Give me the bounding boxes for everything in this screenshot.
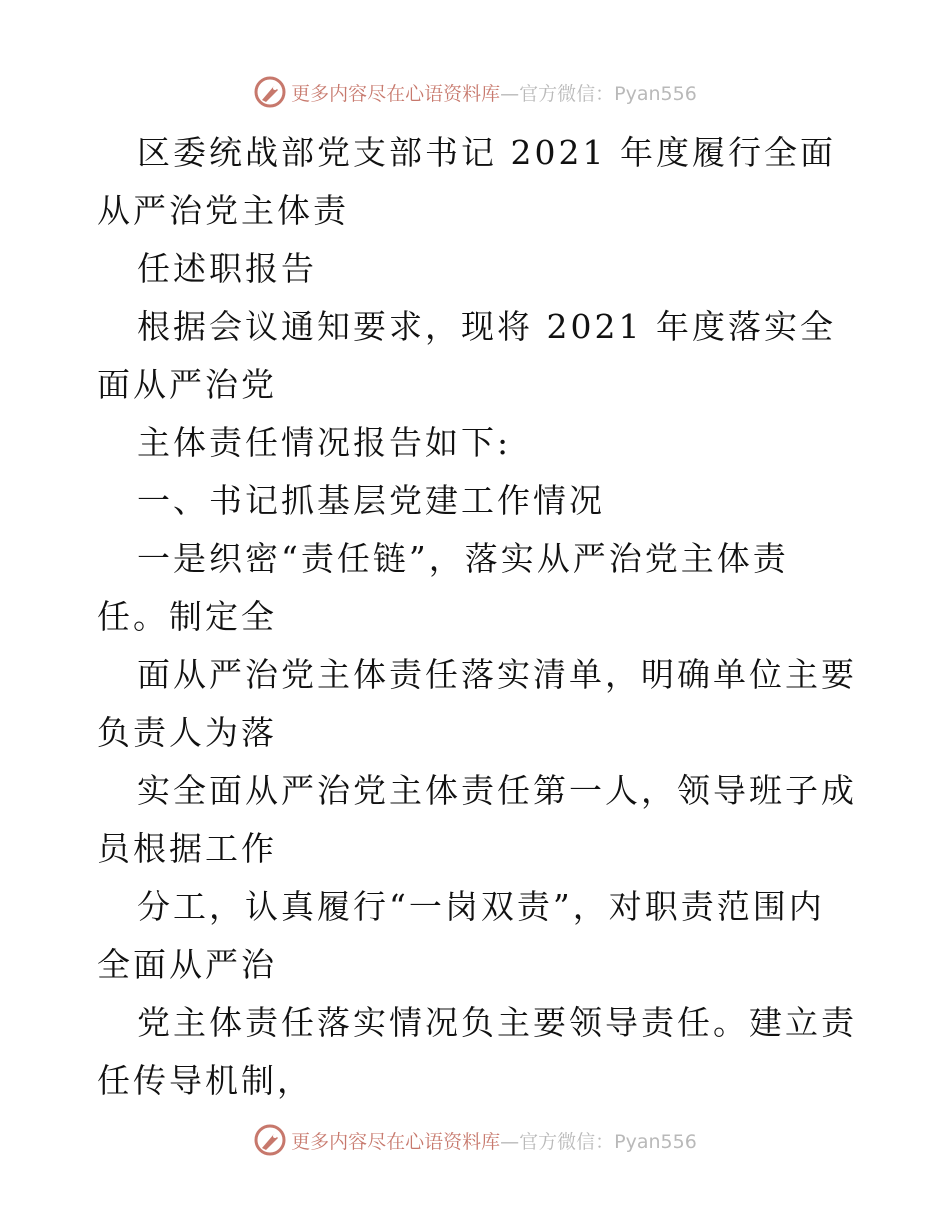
header-watermark	[0, 72, 950, 112]
watermark-official-text: 官方微信：Pyan556	[519, 82, 697, 105]
watermark-official-text: 官方微信：Pyan556	[519, 1130, 697, 1153]
doc-title-line-1: 区委统战部党支部书记 2021 年度履行全面从严治党主体责	[97, 133, 836, 230]
doc-paragraph: 一是织密“责任链”，落实从严治党主体责任。制定全	[97, 539, 789, 636]
watermark-separator: —	[500, 1130, 520, 1153]
doc-paragraph: 实全面从严治党主体责任第一人，领导班子成员根据工作	[97, 771, 857, 868]
watermark-brand-text: 更多内容尽在心语资料库	[291, 82, 501, 105]
doc-paragraph: 分工，认真履行“一岗双责”，对职责范围内全面从严治	[97, 887, 825, 984]
document-body	[97, 124, 857, 1110]
pen-nib-logo-icon	[253, 1123, 287, 1157]
doc-title-line-2: 任述职报告	[137, 249, 317, 288]
doc-section-heading: 一、书记抓基层党建工作情况	[137, 481, 605, 520]
watermark-separator: —	[500, 82, 520, 105]
footer-watermark	[0, 1120, 950, 1160]
watermark-brand-text: 更多内容尽在心语资料库	[291, 1130, 501, 1153]
pen-nib-logo-icon	[253, 75, 287, 109]
doc-paragraph: 党主体责任落实情况负主要领导责任。建立责任传导机制，	[97, 1003, 857, 1100]
doc-paragraph: 面从严治党主体责任落实清单，明确单位主要负责人为落	[97, 655, 857, 752]
doc-paragraph: 主体责任情况报告如下:	[137, 423, 512, 462]
doc-paragraph: 根据会议通知要求，现将 2021 年度落实全面从严治党	[97, 307, 836, 404]
